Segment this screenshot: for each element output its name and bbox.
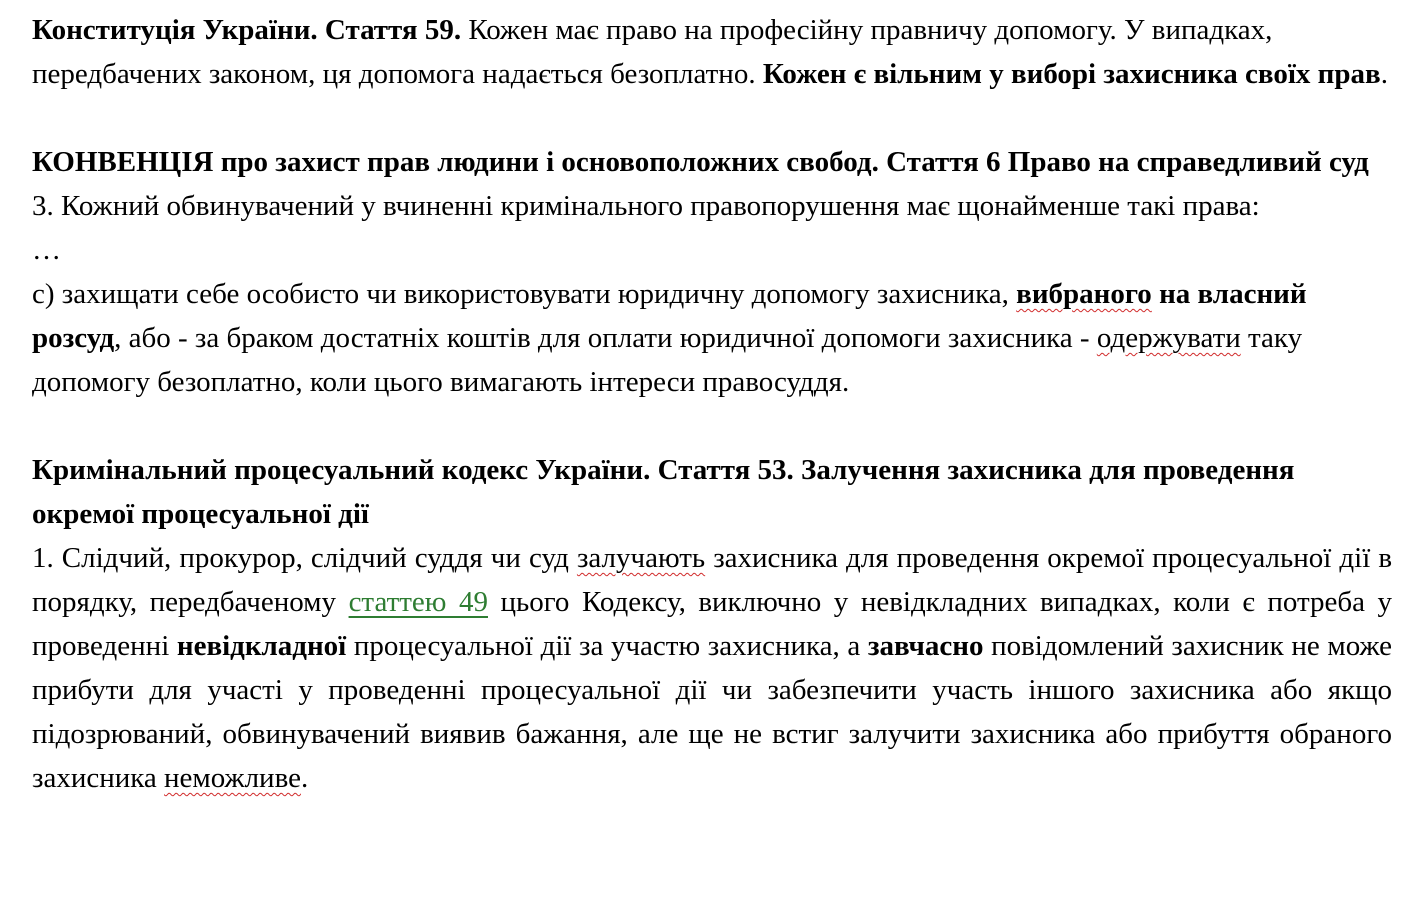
cpc-bold-urgent: невідкладної bbox=[176, 630, 347, 662]
convention-point-c-middle: , або - за браком достатніх коштів для оплати юридичної допомоги захисника - bbox=[114, 322, 1097, 354]
spellcheck-word[interactable]: вибраного bbox=[1016, 278, 1152, 310]
spellcheck-word[interactable]: неможливе bbox=[164, 762, 301, 794]
cpc-bold-in-advance: завчасно bbox=[867, 630, 984, 662]
paragraph-spacer bbox=[32, 404, 1392, 448]
convention-heading bbox=[32, 140, 1392, 184]
constitution-heading: Конституція України. Стаття 59. bbox=[32, 14, 462, 46]
convention-point-3: 3. Кожний обвинувачений у вчиненні кримінального правопорушення має щонайменше такі права: bbox=[32, 190, 1260, 222]
constitution-text-end: . bbox=[1380, 58, 1388, 90]
paragraph-spacer bbox=[32, 96, 1392, 140]
constitution-text: Кожен має право на професійну правничу допомогу. У випадках, передбачених законом, ця допомога надається безоплатно. bbox=[32, 14, 1273, 90]
article-49-link[interactable]: статтею 49 bbox=[348, 586, 488, 618]
spellcheck-word[interactable]: одержувати bbox=[1096, 322, 1241, 354]
spellcheck-word[interactable]: залучають bbox=[576, 542, 706, 574]
convention-point-c bbox=[32, 272, 1392, 404]
convention-point-c-start: c) захищати себе особисто чи використовувати юридичну допомогу захисника, bbox=[32, 278, 1017, 310]
cpc-article-53-point-1: 1. Слідчий, прокурор, слідчий суддя чи суд залучають захисника для проведення окремої процесуальної дії в порядку, передбаченому статтею 49 цього Кодексу, виключно у невідкладних випадках, коли є потреба у проведенні невідкладної процесуальної дії за участю захисника, а завчасно повідомлений захисник не може прибути для участі у проведенні процесуальної дії чи забезпечити участь іншого захисника або якщо підозрюваний, обвинувачений виявив бажання, але ще не встиг залучити захисника або прибуття обраного захисника неможливе. bbox=[32, 542, 1393, 794]
convention-ellipsis: … bbox=[32, 234, 61, 266]
cpc-heading-text: Кримінальний процесуальний кодекс України. Стаття 53. Залучення захисника для проведення окремої процесуальної дії bbox=[32, 454, 1295, 530]
convention-point-c-end: таку допомогу безоплатно, коли цього вимагають інтереси правосуддя. bbox=[32, 322, 1303, 398]
convention-heading-text: КОНВЕНЦІЯ про захист прав людини і основоположних свобод. Стаття 6 Право на справедливий суд bbox=[32, 146, 1369, 178]
cpc-heading bbox=[32, 448, 1392, 536]
document-body bbox=[32, 8, 1392, 800]
constitution-bold-text: Кожен є вільним у виборі захисника своїх прав bbox=[762, 58, 1381, 90]
constitution-article-59 bbox=[32, 8, 1392, 96]
convention-point-c-bold: вибраного на власний розсуд bbox=[32, 278, 1307, 354]
